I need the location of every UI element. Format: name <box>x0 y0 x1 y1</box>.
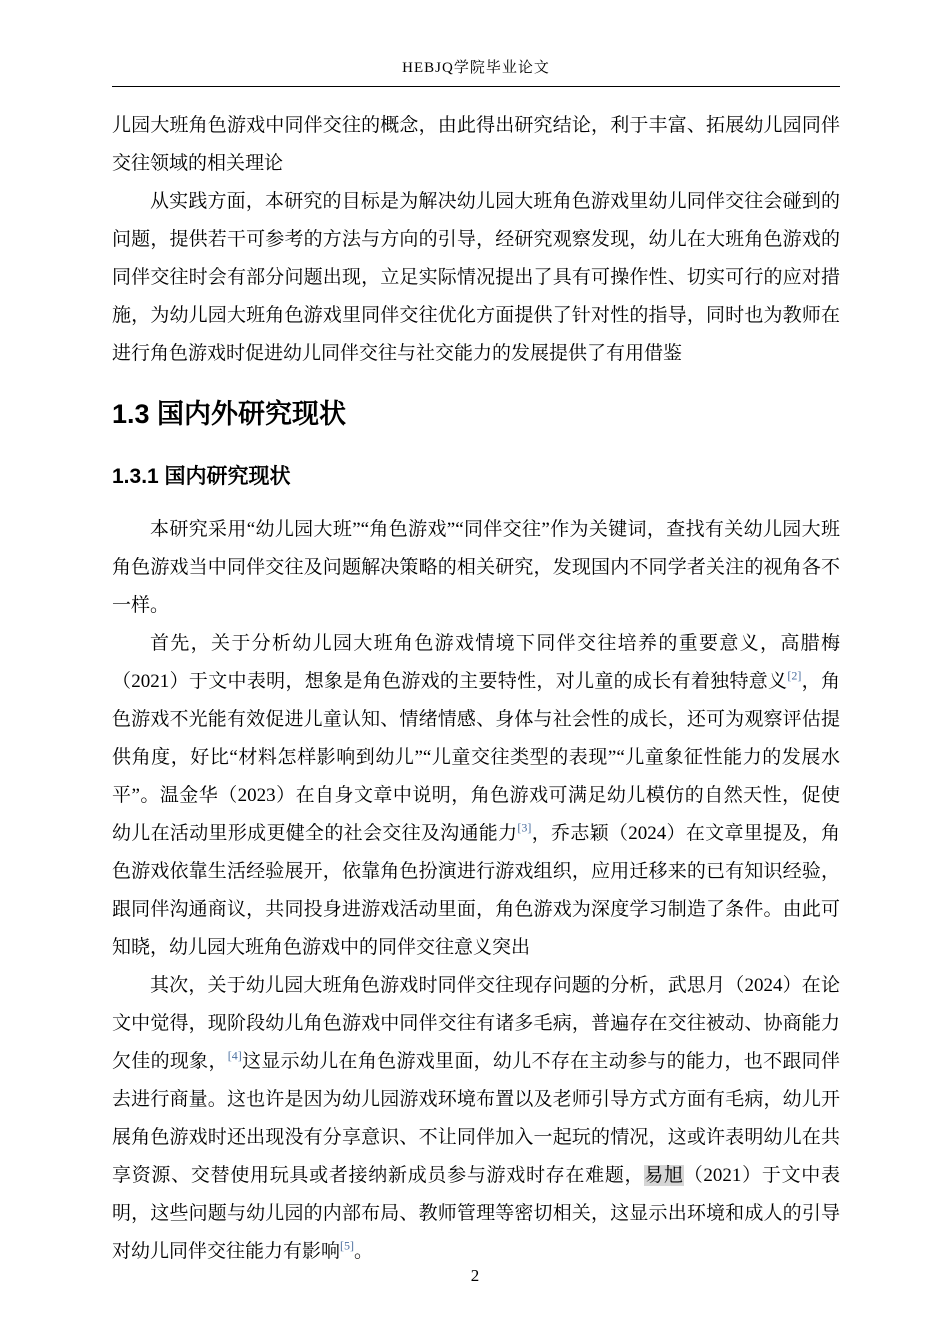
citation-reference: [4] <box>227 1048 242 1063</box>
paragraph-first-point: 首先，关于分析幼儿园大班角色游戏情境下同伴交往培养的重要意义，高腊梅（2021）于文中表明，想象是角色游戏的主要特性，对儿童的成长有着独特意义[2]，角色游戏不光能有效促进儿童认知、情绪情感、身体与社会性的成长，还可为观察评估提供角度，好比“材料怎样影响到幼儿”“儿童交往类型的表现”“儿童象征性能力的发展水平”。温金华（2023）在自身文章中说明，角色游戏可满足幼儿模仿的自然天性，促使幼儿在活动里形成更健全的社会交往及沟通能力[3]，乔志颖（2024）在文章里提及，角色游戏依靠生活经验展开，依靠角色扮演进行游戏组织，应用迁移来的已有知识经验，跟同伴沟通商议，共同投身进游戏活动里面，角色游戏为深度学习制造了条件。由此可知晓，幼儿园大班角色游戏中的同伴交往意义突出 <box>112 633 840 958</box>
page-body <box>112 87 840 1271</box>
paragraph-second-point: 其次，关于幼儿园大班角色游戏时同伴交往现存问题的分析，武思月（2024）在论文中觉得，现阶段幼儿角色游戏中同伴交往有诸多毛病，普遍存在交往被动、协商能力欠佳的现象，[4]这显示幼儿在角色游戏里面，幼儿不存在主动参与的能力，也不跟同伴去进行商量。这也许是因为幼儿园游戏环境布置以及老师引导方式方面有毛病，幼儿开展角色游戏时还出现没有分享意识、不让同伴加入一起玩的情况，这或许表明幼儿在共享资源、交替使用玩具或者接纳新成员参与游戏时存在难题，易旭（2021）于文中表明，这些问题与幼儿园的内部布局、教师管理等密切相关，这显示出环境和成人的引导对幼儿同伴交往能力有影响[5]。 <box>112 975 840 1262</box>
highlighted-text: 易旭 <box>644 1165 684 1186</box>
paragraph-continuation: 儿园大班角色游戏中同伴交往的概念，由此得出研究结论，利于丰富、拓展幼儿园同伴交往领域的相关理论 <box>112 115 840 174</box>
citation-reference: [3] <box>517 820 532 835</box>
paragraph-keywords: 本研究采用“幼儿园大班”“角色游戏”“同伴交往”作为关键词，查找有关幼儿园大班角色游戏当中同伴交往及问题解决策略的相关研究，发现国内不同学者关注的视角各不一样。 <box>112 519 840 616</box>
heading-domestic-research: 1.3.1 国内研究现状 <box>112 465 291 488</box>
page-number: 2 <box>470 1266 480 1285</box>
paragraph-practical-aim: 从实践方面，本研究的目标是为解决幼儿园大班角色游戏里幼儿同伴交往会碰到的问题，提供若干可参考的方法与方向的引导，经研究观察发现，幼儿在大班角色游戏的同伴交往时会有部分问题出现，立足实际情况提出了具有可操作性、切实可行的应对措施，为幼儿园大班角色游戏里同伴交往优化方面提供了针对性的指导，同时也为教师在进行角色游戏时促进幼儿同伴交往与社交能力的发展提供了有用借鉴 <box>112 191 840 364</box>
header-title: HEBJQ学院毕业论文 <box>402 60 550 76</box>
citation-reference: [5] <box>340 1238 355 1253</box>
page-footer <box>0 1266 950 1286</box>
heading-research-status: 1.3 国内外研究现状 <box>112 399 347 429</box>
citation-reference: [2] <box>787 668 802 683</box>
page-header <box>112 56 840 87</box>
